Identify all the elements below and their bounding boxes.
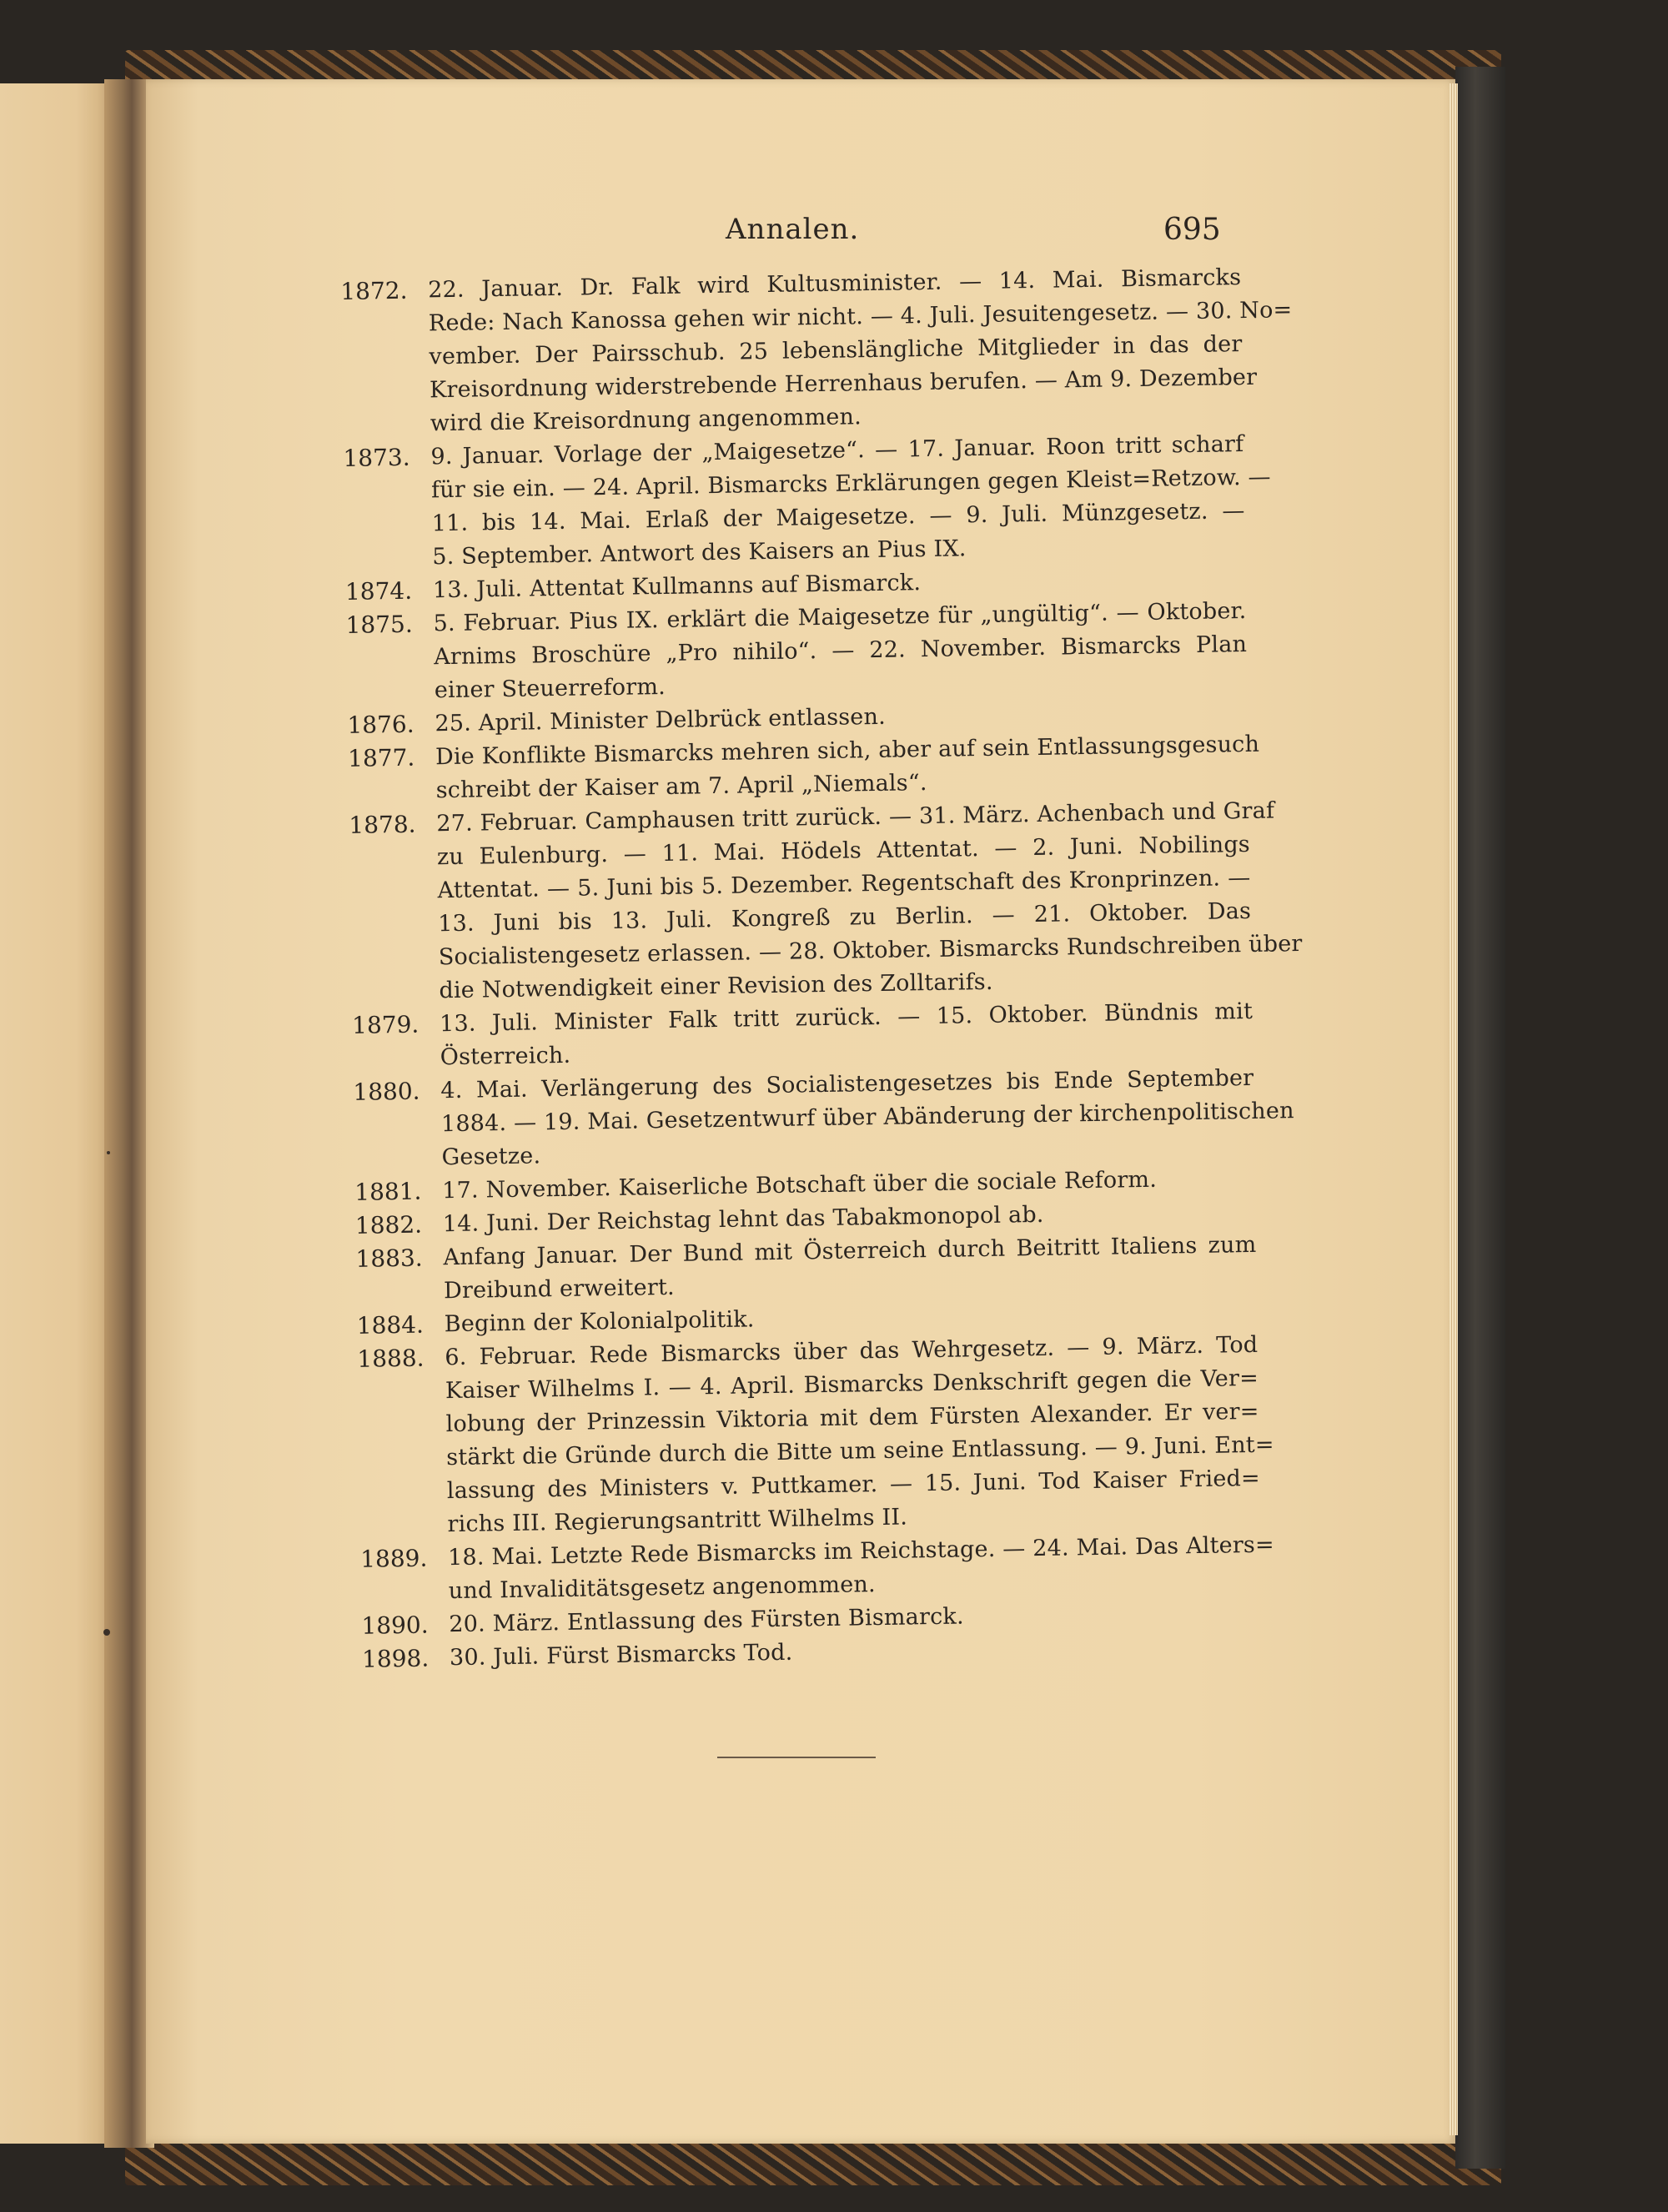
entry-year: 1898. [361, 1644, 430, 1673]
entry-line: Anfang Januar. Der Bund mit Österreich durch Beitritt Italiens zum [443, 1231, 1257, 1271]
entry-line: wird die Kreisordnung angenommen. [430, 404, 862, 437]
entry-line: 20. März. Entlassung des Fürsten Bismarck. [449, 1603, 964, 1638]
entry-line: 9. Januar. Vorlage der „Maigesetze“. — 17. Januar. Roon tritt scharf [430, 431, 1244, 470]
entry-line: 5. Februar. Pius IX. erklärt die Maigesetze für „ungültig“. — Oktober. [433, 597, 1247, 637]
entry-line: schreibt der Kaiser am 7. April „Niemals“. [435, 770, 927, 804]
entry-year: 1890. [361, 1611, 429, 1640]
entry-line: 27. Februar. Camphausen tritt zurück. — 31. März. Achenbach und Graf [436, 797, 1275, 837]
entry-line: 13. Juli. Minister Falk tritt zurück. — 15. Oktober. Bündnis mit [439, 998, 1254, 1038]
entry-year: 1876. [347, 710, 414, 739]
entry-line: Kaiser Wilhelms I. — 4. April. Bismarcks Denkschrift gegen die Ver= [445, 1365, 1259, 1405]
entry-year: 1877. [347, 743, 415, 772]
entry-line: Socialistengesetz erlassen. — 28. Oktober. Bismarcks Rundschreiben über [438, 930, 1303, 971]
running-head: Annalen. [726, 213, 860, 246]
annal-entry [343, 428, 1271, 576]
annal-entry [340, 261, 1293, 442]
annal-entry [345, 595, 1248, 709]
entry-line: Dreibund erweitert. [443, 1274, 676, 1305]
entry-line: für sie ein. — 24. April. Bismarcks Erklärungen gegen Kleist=Retzow. — [430, 464, 1271, 504]
entry-line: Rede: Nach Kanossa gehen wir nicht. — 4. Juli. Jesuitengesetz. — 30. No= [428, 297, 1293, 337]
entry-line: 25. April. Minister Delbrück entlassen. [435, 703, 887, 737]
entry-line: Attentat. — 5. Juni bis 5. Dezember. Regentschaft des Kronprinzen. — [437, 864, 1251, 904]
entry-line: Die Konflikte Bismarcks mehren sich, aber auf sein Entlassungsgesuch [435, 731, 1260, 771]
entry-line: Gesetze. [441, 1143, 541, 1171]
entry-year: 1882. [354, 1210, 423, 1239]
entry-year: 1874. [344, 576, 413, 606]
stain-speck [107, 1151, 110, 1154]
left-page [0, 83, 108, 2144]
entry-line: einer Steuerreform. [434, 673, 666, 704]
entry-line: richs III. Regierungsantritt Wilhelms II. [447, 1504, 908, 1538]
entry-line: 18. Mai. Letzte Rede Bismarcks im Reichstage. — 24. Mai. Das Alters= [447, 1531, 1275, 1571]
entry-year: 1884. [356, 1310, 425, 1340]
entry-line: und Invaliditätsgesetz angenommen. [448, 1571, 876, 1605]
entry-year: 1872. [340, 276, 408, 305]
annal-entry [349, 795, 1303, 1009]
entry-year: 1889. [359, 1544, 428, 1573]
entry-line: 11. bis 14. Mai. Erlaß der Maigesetze. — 9. Juli. Münzgesetz. — [431, 498, 1245, 537]
entry-line: Beginn der Kolonialpolitik. [444, 1306, 755, 1338]
entry-line: 22. Januar. Dr. Falk wird Kultusminister. — 14. Mai. Bismarcks [428, 264, 1242, 304]
entry-line: 5. September. Antwort des Kaisers an Pius IX. [432, 535, 967, 571]
page-edges [1449, 83, 1458, 2135]
entry-line: vember. Der Pairsschub. 25 lebenslängliche Mitglieder in das der [429, 331, 1243, 370]
entry-line: lassung des Ministers v. Puttkamer. — 15. Juni. Tod Kaiser Fried= [446, 1465, 1261, 1505]
entry-line: zu Eulenburg. — 11. Mai. Hödels Attentat. — 2. Juni. Nobilings [436, 831, 1251, 871]
entry-line: Arnims Broschüre „Pro nihilo“. — 22. November. Bismarcks Plan [433, 631, 1248, 671]
entry-line: lobung der Prinzessin Viktoria mit dem Fürsten Alexander. Er ver= [445, 1398, 1259, 1438]
entry-year: 1880. [353, 1077, 420, 1106]
entry-line: 17. November. Kaiserliche Botschaft über die sociale Reform. [442, 1166, 1158, 1204]
annal-entry [357, 1329, 1274, 1543]
entry-line: Österreich. [440, 1042, 571, 1071]
entry-line: Kreisordnung widerstrebende Herrenhaus berufen. — Am 9. Dezember [429, 364, 1258, 404]
page-header [0, 213, 1668, 254]
entry-year: 1873. [343, 443, 410, 472]
cover-edge [1455, 67, 1505, 2169]
entry-year: 1878. [349, 810, 416, 839]
entry-line: 13. Juli. Attentat Kullmanns auf Bismarck. [432, 570, 922, 604]
entry-year: 1881. [354, 1177, 422, 1206]
entry-line: die Notwendigkeit einer Revision des Zolltarifs. [439, 968, 993, 1004]
page-number: 695 [1163, 213, 1221, 247]
end-rule [717, 1757, 876, 1758]
entry-line: 6. Februar. Rede Bismarcks über das Wehrgesetz. — 9. März. Tod [445, 1331, 1259, 1371]
entry-year: 1875. [345, 610, 414, 639]
stain-speck [103, 1629, 110, 1636]
annals-list [340, 261, 1303, 1677]
annal-entry [353, 1062, 1294, 1176]
entry-line: stärkt die Gründe durch die Bitte um seine Entlassung. — 9. Juni. Ent= [446, 1431, 1274, 1471]
entry-line: 30. Juli. Fürst Bismarcks Tod. [449, 1639, 793, 1672]
entry-line: 14. Juni. Der Reichstag lehnt das Tabakmonopol ab. [442, 1201, 1044, 1238]
entry-line: 4. Mai. Verlängerung des Socialistengesetzes bis Ende September [440, 1064, 1254, 1104]
entry-year: 1883. [355, 1244, 423, 1273]
entry-year: 1888. [357, 1344, 425, 1373]
entry-year: 1879. [351, 1010, 420, 1039]
entry-line: 13. Juni bis 13. Juli. Kongreß zu Berlin. — 21. Oktober. Das [437, 897, 1252, 938]
entry-line: 1884. — 19. Mai. Gesetzentwurf über Abänderung der kirchenpolitischen [440, 1098, 1294, 1138]
